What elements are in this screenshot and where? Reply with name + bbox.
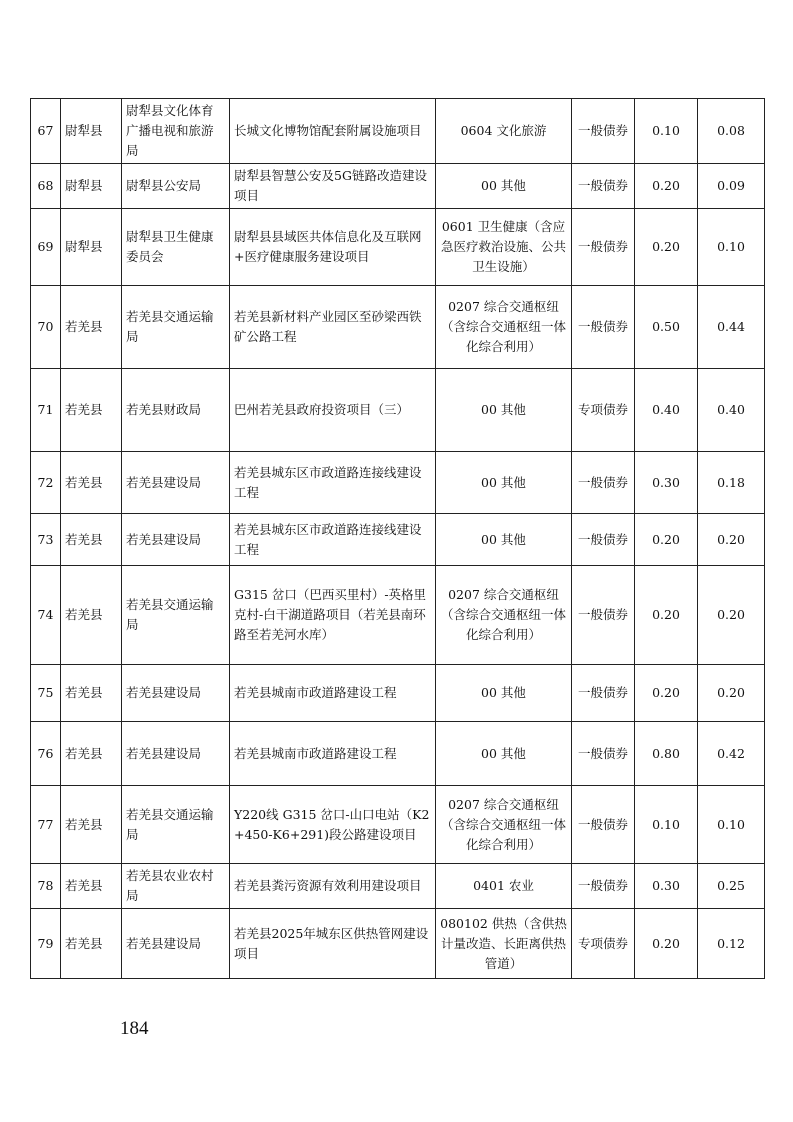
- row-number: 79: [31, 909, 61, 979]
- project-category: 00 其他: [436, 164, 572, 209]
- amount-primary: 0.20: [635, 514, 698, 566]
- bond-type: 一般债券: [572, 722, 635, 786]
- project-category: 00 其他: [436, 722, 572, 786]
- county-name: 若羌县: [61, 665, 122, 722]
- project-category: 00 其他: [436, 514, 572, 566]
- row-number: 68: [31, 164, 61, 209]
- project-name: 若羌县城东区市政道路连接线建设工程: [230, 452, 436, 514]
- bond-type: 专项债券: [572, 909, 635, 979]
- row-number: 75: [31, 665, 61, 722]
- county-name: 若羌县: [61, 722, 122, 786]
- county-name: 若羌县: [61, 514, 122, 566]
- amount-primary: 0.20: [635, 209, 698, 286]
- project-category: 0207 综合交通枢纽（含综合交通枢纽一体化综合利用）: [436, 786, 572, 864]
- amount-secondary: 0.10: [698, 786, 765, 864]
- table-row: [31, 164, 765, 209]
- unit-name: 若羌县交通运输局: [122, 566, 230, 665]
- project-category: 0401 农业: [436, 864, 572, 909]
- amount-secondary: 0.25: [698, 864, 765, 909]
- amount-secondary: 0.08: [698, 99, 765, 164]
- unit-name: 尉犁县卫生健康委员会: [122, 209, 230, 286]
- bond-type: 一般债券: [572, 665, 635, 722]
- unit-name: 若羌县建设局: [122, 665, 230, 722]
- table-row: [31, 209, 765, 286]
- project-category: 0207 综合交通枢纽（含综合交通枢纽一体化综合利用）: [436, 566, 572, 665]
- project-name: 长城文化博物馆配套附属设施项目: [230, 99, 436, 164]
- table-row: [31, 566, 765, 665]
- project-category: 0604 文化旅游: [436, 99, 572, 164]
- row-number: 67: [31, 99, 61, 164]
- amount-secondary: 0.20: [698, 514, 765, 566]
- amount-secondary: 0.42: [698, 722, 765, 786]
- amount-secondary: 0.20: [698, 566, 765, 665]
- bond-type: 一般债券: [572, 452, 635, 514]
- bond-type: 一般债券: [572, 864, 635, 909]
- table-body: [31, 99, 765, 979]
- bond-type: 一般债券: [572, 164, 635, 209]
- bond-projects-table: [30, 98, 765, 979]
- page-number: 184: [120, 1018, 149, 1039]
- project-category: 0601 卫生健康（含应急医疗救治设施、公共卫生设施）: [436, 209, 572, 286]
- project-name: 若羌县城南市政道路建设工程: [230, 665, 436, 722]
- amount-primary: 0.20: [635, 909, 698, 979]
- amount-secondary: 0.44: [698, 286, 765, 369]
- county-name: 尉犁县: [61, 209, 122, 286]
- county-name: 若羌县: [61, 566, 122, 665]
- amount-secondary: 0.18: [698, 452, 765, 514]
- project-category: 0207 综合交通枢纽（含综合交通枢纽一体化综合利用）: [436, 286, 572, 369]
- amount-secondary: 0.40: [698, 369, 765, 452]
- bond-type: 一般债券: [572, 209, 635, 286]
- table-row: [31, 286, 765, 369]
- table-row: [31, 909, 765, 979]
- table-row: [31, 665, 765, 722]
- table-row: [31, 722, 765, 786]
- amount-secondary: 0.09: [698, 164, 765, 209]
- project-name: 若羌县粪污资源有效利用建设项目: [230, 864, 436, 909]
- row-number: 77: [31, 786, 61, 864]
- amount-primary: 0.80: [635, 722, 698, 786]
- amount-secondary: 0.20: [698, 665, 765, 722]
- table-row: [31, 514, 765, 566]
- bond-type: 一般债券: [572, 99, 635, 164]
- project-category: 00 其他: [436, 369, 572, 452]
- unit-name: 若羌县交通运输局: [122, 786, 230, 864]
- unit-name: 若羌县农业农村局: [122, 864, 230, 909]
- project-category: 00 其他: [436, 665, 572, 722]
- amount-primary: 0.30: [635, 864, 698, 909]
- amount-primary: 0.20: [635, 566, 698, 665]
- amount-primary: 0.10: [635, 786, 698, 864]
- unit-name: 若羌县建设局: [122, 909, 230, 979]
- table-row: [31, 452, 765, 514]
- bond-type: 一般债券: [572, 286, 635, 369]
- row-number: 71: [31, 369, 61, 452]
- amount-secondary: 0.12: [698, 909, 765, 979]
- row-number: 69: [31, 209, 61, 286]
- amount-primary: 0.20: [635, 665, 698, 722]
- table-row: [31, 99, 765, 164]
- row-number: 73: [31, 514, 61, 566]
- row-number: 76: [31, 722, 61, 786]
- bond-type: 一般债券: [572, 786, 635, 864]
- project-name: G315 岔口（巴西买里村）-英格里克村-白干湖道路项目（若羌县南环路至若羌河水库）: [230, 566, 436, 665]
- project-name: 若羌县城东区市政道路连接线建设工程: [230, 514, 436, 566]
- county-name: 若羌县: [61, 864, 122, 909]
- county-name: 尉犁县: [61, 164, 122, 209]
- county-name: 若羌县: [61, 286, 122, 369]
- unit-name: 若羌县交通运输局: [122, 286, 230, 369]
- table-row: [31, 369, 765, 452]
- row-number: 74: [31, 566, 61, 665]
- amount-primary: 0.50: [635, 286, 698, 369]
- project-name: 尉犁县县域医共体信息化及互联网+医疗健康服务建设项目: [230, 209, 436, 286]
- project-category: 080102 供热（含供热计量改造、长距离供热管道）: [436, 909, 572, 979]
- unit-name: 尉犁县公安局: [122, 164, 230, 209]
- unit-name: 尉犁县文化体育广播电视和旅游局: [122, 99, 230, 164]
- row-number: 78: [31, 864, 61, 909]
- county-name: 尉犁县: [61, 99, 122, 164]
- bond-type: 专项债券: [572, 369, 635, 452]
- unit-name: 若羌县财政局: [122, 369, 230, 452]
- unit-name: 若羌县建设局: [122, 722, 230, 786]
- project-name: 尉犁县智慧公安及5G链路改造建设项目: [230, 164, 436, 209]
- county-name: 若羌县: [61, 369, 122, 452]
- project-name: 巴州若羌县政府投资项目（三）: [230, 369, 436, 452]
- table-row: [31, 786, 765, 864]
- row-number: 72: [31, 452, 61, 514]
- project-name: 若羌县新材料产业园区至砂梁西铁矿公路工程: [230, 286, 436, 369]
- project-category: 00 其他: [436, 452, 572, 514]
- county-name: 若羌县: [61, 452, 122, 514]
- amount-primary: 0.10: [635, 99, 698, 164]
- amount-primary: 0.30: [635, 452, 698, 514]
- county-name: 若羌县: [61, 786, 122, 864]
- table-row: [31, 864, 765, 909]
- project-name: 若羌县城南市政道路建设工程: [230, 722, 436, 786]
- county-name: 若羌县: [61, 909, 122, 979]
- unit-name: 若羌县建设局: [122, 452, 230, 514]
- project-name: Y220线 G315 岔口-山口电站（K2+450-K6+291)段公路建设项目: [230, 786, 436, 864]
- row-number: 70: [31, 286, 61, 369]
- project-name: 若羌县2025年城东区供热管网建设项目: [230, 909, 436, 979]
- amount-primary: 0.40: [635, 369, 698, 452]
- unit-name: 若羌县建设局: [122, 514, 230, 566]
- bond-type: 一般债券: [572, 514, 635, 566]
- amount-secondary: 0.10: [698, 209, 765, 286]
- bond-type: 一般债券: [572, 566, 635, 665]
- amount-primary: 0.20: [635, 164, 698, 209]
